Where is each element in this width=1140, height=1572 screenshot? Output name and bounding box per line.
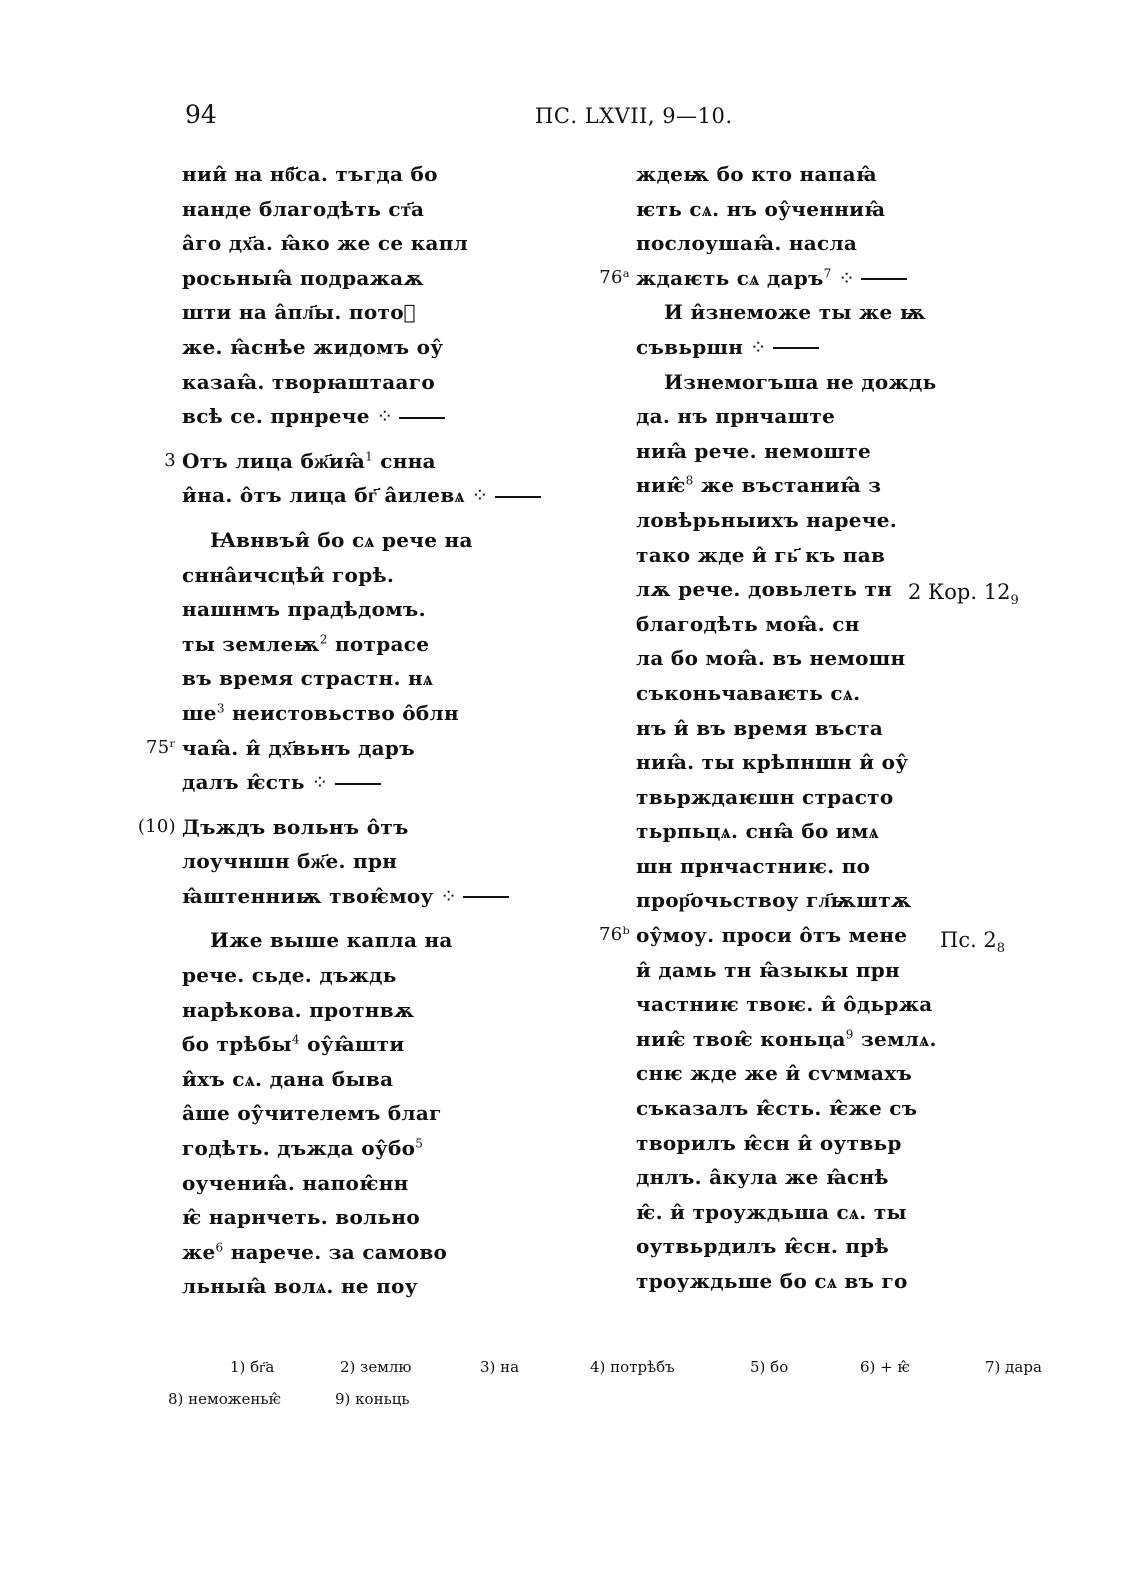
text-line <box>182 1131 512 1166</box>
line-text: послоушаꙗ̂. насла <box>636 231 858 256</box>
text-line <box>636 538 926 573</box>
line-text: ниѥ̂ твоѥ̂ коньца <box>636 1026 846 1051</box>
line-text: твьрждаѥшн страсто <box>636 784 894 809</box>
line-text: оу̂моу. проси о̂тъ мене <box>636 923 908 948</box>
line-text-continued: нарече. за самово <box>223 1239 448 1264</box>
footnote-marker: 6 <box>215 1240 224 1255</box>
line-text: Дъждъ вольнъ о̂тъ <box>182 814 409 839</box>
line-text: шти на а̂пл҃ы. потоⷨ <box>182 300 416 325</box>
line-text-continued: землѧ. <box>853 1026 937 1051</box>
text-line <box>636 987 933 1022</box>
line-text: ждаѥть сѧ даръ <box>636 265 824 290</box>
end-dash <box>495 496 541 498</box>
text-line <box>636 1195 926 1230</box>
footnotes <box>165 1358 1065 1422</box>
line-text: нарѣкова. протнвѫ <box>182 997 415 1022</box>
footnote: 3) на <box>480 1358 520 1376</box>
text-line <box>636 434 926 469</box>
text-line <box>182 261 512 296</box>
margin-mark: 76ᵇ <box>598 924 630 946</box>
footnote: 5) бо <box>750 1358 789 1376</box>
text-line <box>164 444 512 479</box>
text-line <box>636 1229 926 1264</box>
text-line <box>182 958 512 993</box>
end-punctuation: ⁘ <box>433 883 458 908</box>
right-column <box>598 157 937 1299</box>
text-line <box>636 745 926 780</box>
line-text: ниꙗ̂. ты крѣпншн и̂ оу̂ <box>636 750 909 775</box>
line-text-continued: оу̂ꙗ̂шти <box>299 1032 405 1057</box>
text-line <box>599 261 926 296</box>
text-line <box>182 844 512 879</box>
end-punctuation: ⁘ <box>464 483 489 508</box>
line-text: нанде благодѣть ст҃а <box>182 196 425 221</box>
text-line <box>182 1269 512 1304</box>
line-text: нашнмъ прадѣдомъ. <box>182 597 426 622</box>
text-line <box>182 993 512 1028</box>
text-line <box>182 696 512 731</box>
footnote-marker: 7 <box>823 266 832 281</box>
text-line <box>182 1200 512 1235</box>
line-text-continued: потрасе <box>327 631 430 656</box>
text-line <box>636 711 926 746</box>
line-text: льныꙗ̂ волѧ. не поу <box>182 1274 418 1299</box>
line-text: ты землеѭ <box>182 631 320 656</box>
line-text: въ время страстн. нѧ <box>182 666 434 691</box>
text-line <box>182 592 512 627</box>
line-text: лѫ рече. довьлеть тн <box>636 577 893 602</box>
line-text: тьрпьцѧ. снꙗ̂ бо имѧ <box>636 819 879 844</box>
footnote-marker: 8 <box>685 473 694 488</box>
text-line <box>145 731 512 766</box>
line-text: рече. сьде. дъждь <box>182 963 397 988</box>
margin-ref-cor: 2 Кор. $12_9$ <box>908 580 1019 609</box>
line-text: съказалъ ѥ̂сть. ѥ̂же съ <box>636 1096 918 1121</box>
text-line <box>636 157 926 192</box>
footnote: 2) землю <box>340 1358 412 1376</box>
text-line <box>636 365 937 400</box>
text-line <box>182 399 512 434</box>
text-line <box>636 607 926 642</box>
line-text: ше <box>182 700 217 725</box>
text-line <box>636 814 926 849</box>
text-line <box>182 558 512 593</box>
footnote-marker: 3 <box>216 701 225 716</box>
line-text: ꙗ̂штенниѭ твоѥ̂моу <box>182 883 434 908</box>
text-line <box>182 661 512 696</box>
line-text: ѥ̂. и̂ троуждьша сѧ. ты <box>636 1199 907 1224</box>
line-text: лоучншн бж҃е. прн <box>182 849 398 874</box>
text-line <box>636 883 926 918</box>
end-punctuation: ⁘ <box>743 334 767 359</box>
line-text: оучениꙗ̂. напоѥ̂нн <box>182 1170 409 1195</box>
text-line <box>636 1126 926 1161</box>
text-line <box>182 879 512 914</box>
line-text: ѥть сѧ. нъ оу̂ченниꙗ̂ <box>636 196 886 221</box>
text-line <box>636 1160 926 1195</box>
text-line <box>636 399 926 434</box>
footnote: 6) + ѥ̂ <box>860 1358 911 1376</box>
line-text: снна̂ичсцѣи̂ горѣ. <box>182 562 395 587</box>
margin-mark: 75ʳ <box>145 736 176 758</box>
text-line <box>636 503 926 538</box>
line-text: ниꙗ̂ рече. немоште <box>636 438 871 463</box>
line-text: а̂ше оу̂чителемъ благ <box>182 1101 442 1126</box>
text-line <box>636 468 926 503</box>
text-line <box>182 226 512 261</box>
text-line <box>636 295 926 330</box>
text-line <box>636 676 926 711</box>
text-line <box>636 572 926 607</box>
margin-ref-ps: Пс. $2_8$ <box>940 928 1006 957</box>
line-text: нии̂ на нб҃са. тъгда бо <box>182 162 438 186</box>
line-text: Изнемогъша не дождь <box>664 369 937 394</box>
line-text: бо трѣбы <box>182 1032 292 1057</box>
line-text: частниѥ твоѥ. и̂ о̂дьржа <box>636 992 933 1017</box>
line-text: да. нъ прнчаште <box>636 404 836 429</box>
text-line <box>182 330 512 365</box>
line-text: и̂хъ сѧ. дана быва <box>182 1066 394 1091</box>
text-line <box>636 226 926 261</box>
line-text: ла бо моꙗ̂. въ немошн <box>636 646 906 671</box>
text-line <box>598 918 926 953</box>
text-line <box>182 157 512 192</box>
line-text: шн прнчастниѥ. по <box>636 853 871 878</box>
line-text: снѥ жде же и̂ сѵммахъ <box>636 1061 913 1086</box>
line-text: же. ꙗ̂снѣе жидомъ оу̂ <box>182 334 444 359</box>
text-line <box>182 1062 512 1097</box>
text-line <box>182 478 512 513</box>
line-text: съконьчаваѥть сѧ. <box>636 680 861 705</box>
margin-mark: 76ᵃ <box>599 266 630 288</box>
text-line <box>636 641 926 676</box>
footnote: 7) дара <box>985 1358 1042 1376</box>
line-text: и̂ дамь тн ꙗ̂зыкы прн <box>636 957 900 982</box>
line-text: Ꙗвнвъи̂ бо сѧ рече на <box>210 527 473 552</box>
footnote: 9) коньць <box>335 1390 410 1408</box>
line-text: прор҃очьствоу гл҃ѭштѫ <box>636 888 912 913</box>
line-text: Иже выше капла на <box>210 928 453 953</box>
end-dash <box>399 417 445 419</box>
footnote-marker: 4 <box>291 1032 300 1047</box>
line-text-continued: же въстаниꙗ̂ з <box>693 473 882 498</box>
text-line <box>636 780 926 815</box>
end-punctuation: ⁘ <box>304 770 329 795</box>
text-line <box>636 1091 926 1126</box>
line-text: ждеѭ бо кто напаꙗ̂ <box>636 162 878 186</box>
text-line <box>182 923 512 958</box>
end-punctuation: ⁘ <box>831 265 856 290</box>
footnote-marker: 1 <box>365 449 374 464</box>
line-text: казаꙗ̂. творꙗштааго <box>182 369 436 394</box>
text-line <box>182 1166 512 1201</box>
text-line <box>636 1264 926 1299</box>
line-text: оутвьрдилъ ѥ̂сн. прѣ <box>636 1234 889 1259</box>
text-line <box>182 1096 512 1131</box>
text-line <box>636 192 926 227</box>
line-text-continued: снна <box>373 448 436 473</box>
text-line <box>182 627 512 662</box>
text-line <box>182 1027 512 1062</box>
line-text: всѣ се. прнрече <box>182 404 370 429</box>
end-punctuation: ⁘ <box>369 404 394 429</box>
line-text: ниѥ̂ <box>636 473 686 498</box>
line-text: И и̂знеможе ты же ѭ <box>664 300 927 325</box>
footnote-row <box>165 1358 1065 1390</box>
text-line <box>182 523 512 558</box>
text-line <box>182 365 512 400</box>
line-text: съвьршн <box>636 334 744 359</box>
left-column <box>137 157 512 1304</box>
line-text: нъ и̂ въ время въста <box>636 715 884 740</box>
line-text: Отъ лица бж҃иꙗ̂ <box>182 448 366 473</box>
line-text: чаꙗ̂. и̂ дх҃вьнъ даръ <box>182 735 415 760</box>
footnote-marker: 2 <box>319 632 328 647</box>
line-text: ловѣрьныихъ нарече. <box>636 507 898 532</box>
footnote-row <box>165 1390 1065 1422</box>
page-number: 94 <box>185 100 217 129</box>
text-line <box>137 810 512 845</box>
end-dash <box>335 783 381 785</box>
line-text: благодѣть моꙗ̂. сн <box>636 611 860 636</box>
text-line <box>636 953 926 988</box>
end-dash <box>463 896 509 898</box>
line-text: а̂го дх҃а. ꙗ̂ко же се капл <box>182 231 469 256</box>
footnote-marker: 5 <box>415 1136 424 1151</box>
line-text: ѥ̂ нарнчеть. вольно <box>182 1205 420 1230</box>
text-line <box>182 295 512 330</box>
line-text-continued: неистовьство о̂блн <box>224 700 459 725</box>
line-text: творилъ ѥ̂сн и̂ оутвьр <box>636 1130 902 1155</box>
end-dash <box>861 278 907 280</box>
footnote: 4) потрѣбъ <box>590 1358 675 1376</box>
line-text: тако жде и̂ гь҃ къ пав <box>636 542 886 567</box>
line-text: росьныꙗ̂ подражаѫ <box>182 265 424 290</box>
line-text: троуждьше бо сѧ въ го <box>636 1269 908 1293</box>
text-line <box>182 765 512 800</box>
text-line <box>182 1235 512 1270</box>
margin-mark: 3 <box>164 449 176 471</box>
line-text: годѣть. дъжда оу̂бо <box>182 1136 416 1161</box>
end-dash <box>773 347 819 349</box>
text-line <box>636 849 926 884</box>
text-line <box>636 1022 937 1057</box>
footnote-marker: 9 <box>845 1027 854 1042</box>
line-text: и̂на. о̂тъ лица бг҃ а̂илевѧ <box>182 483 465 508</box>
text-line <box>182 192 512 227</box>
line-text: же <box>182 1239 216 1264</box>
text-line <box>636 1056 926 1091</box>
footnote: 8) неможеньѥ̂ <box>168 1390 282 1408</box>
running-head: ПС. LXVII, 9—10. <box>535 104 733 128</box>
text-line <box>636 330 926 365</box>
line-text: далъ ѥ̂сть <box>182 770 305 795</box>
margin-mark: (10) <box>137 815 176 837</box>
footnote: 1) бг҃а <box>230 1358 275 1376</box>
line-text: днлъ. а̂кула же ꙗ̂снѣ <box>636 1165 889 1190</box>
